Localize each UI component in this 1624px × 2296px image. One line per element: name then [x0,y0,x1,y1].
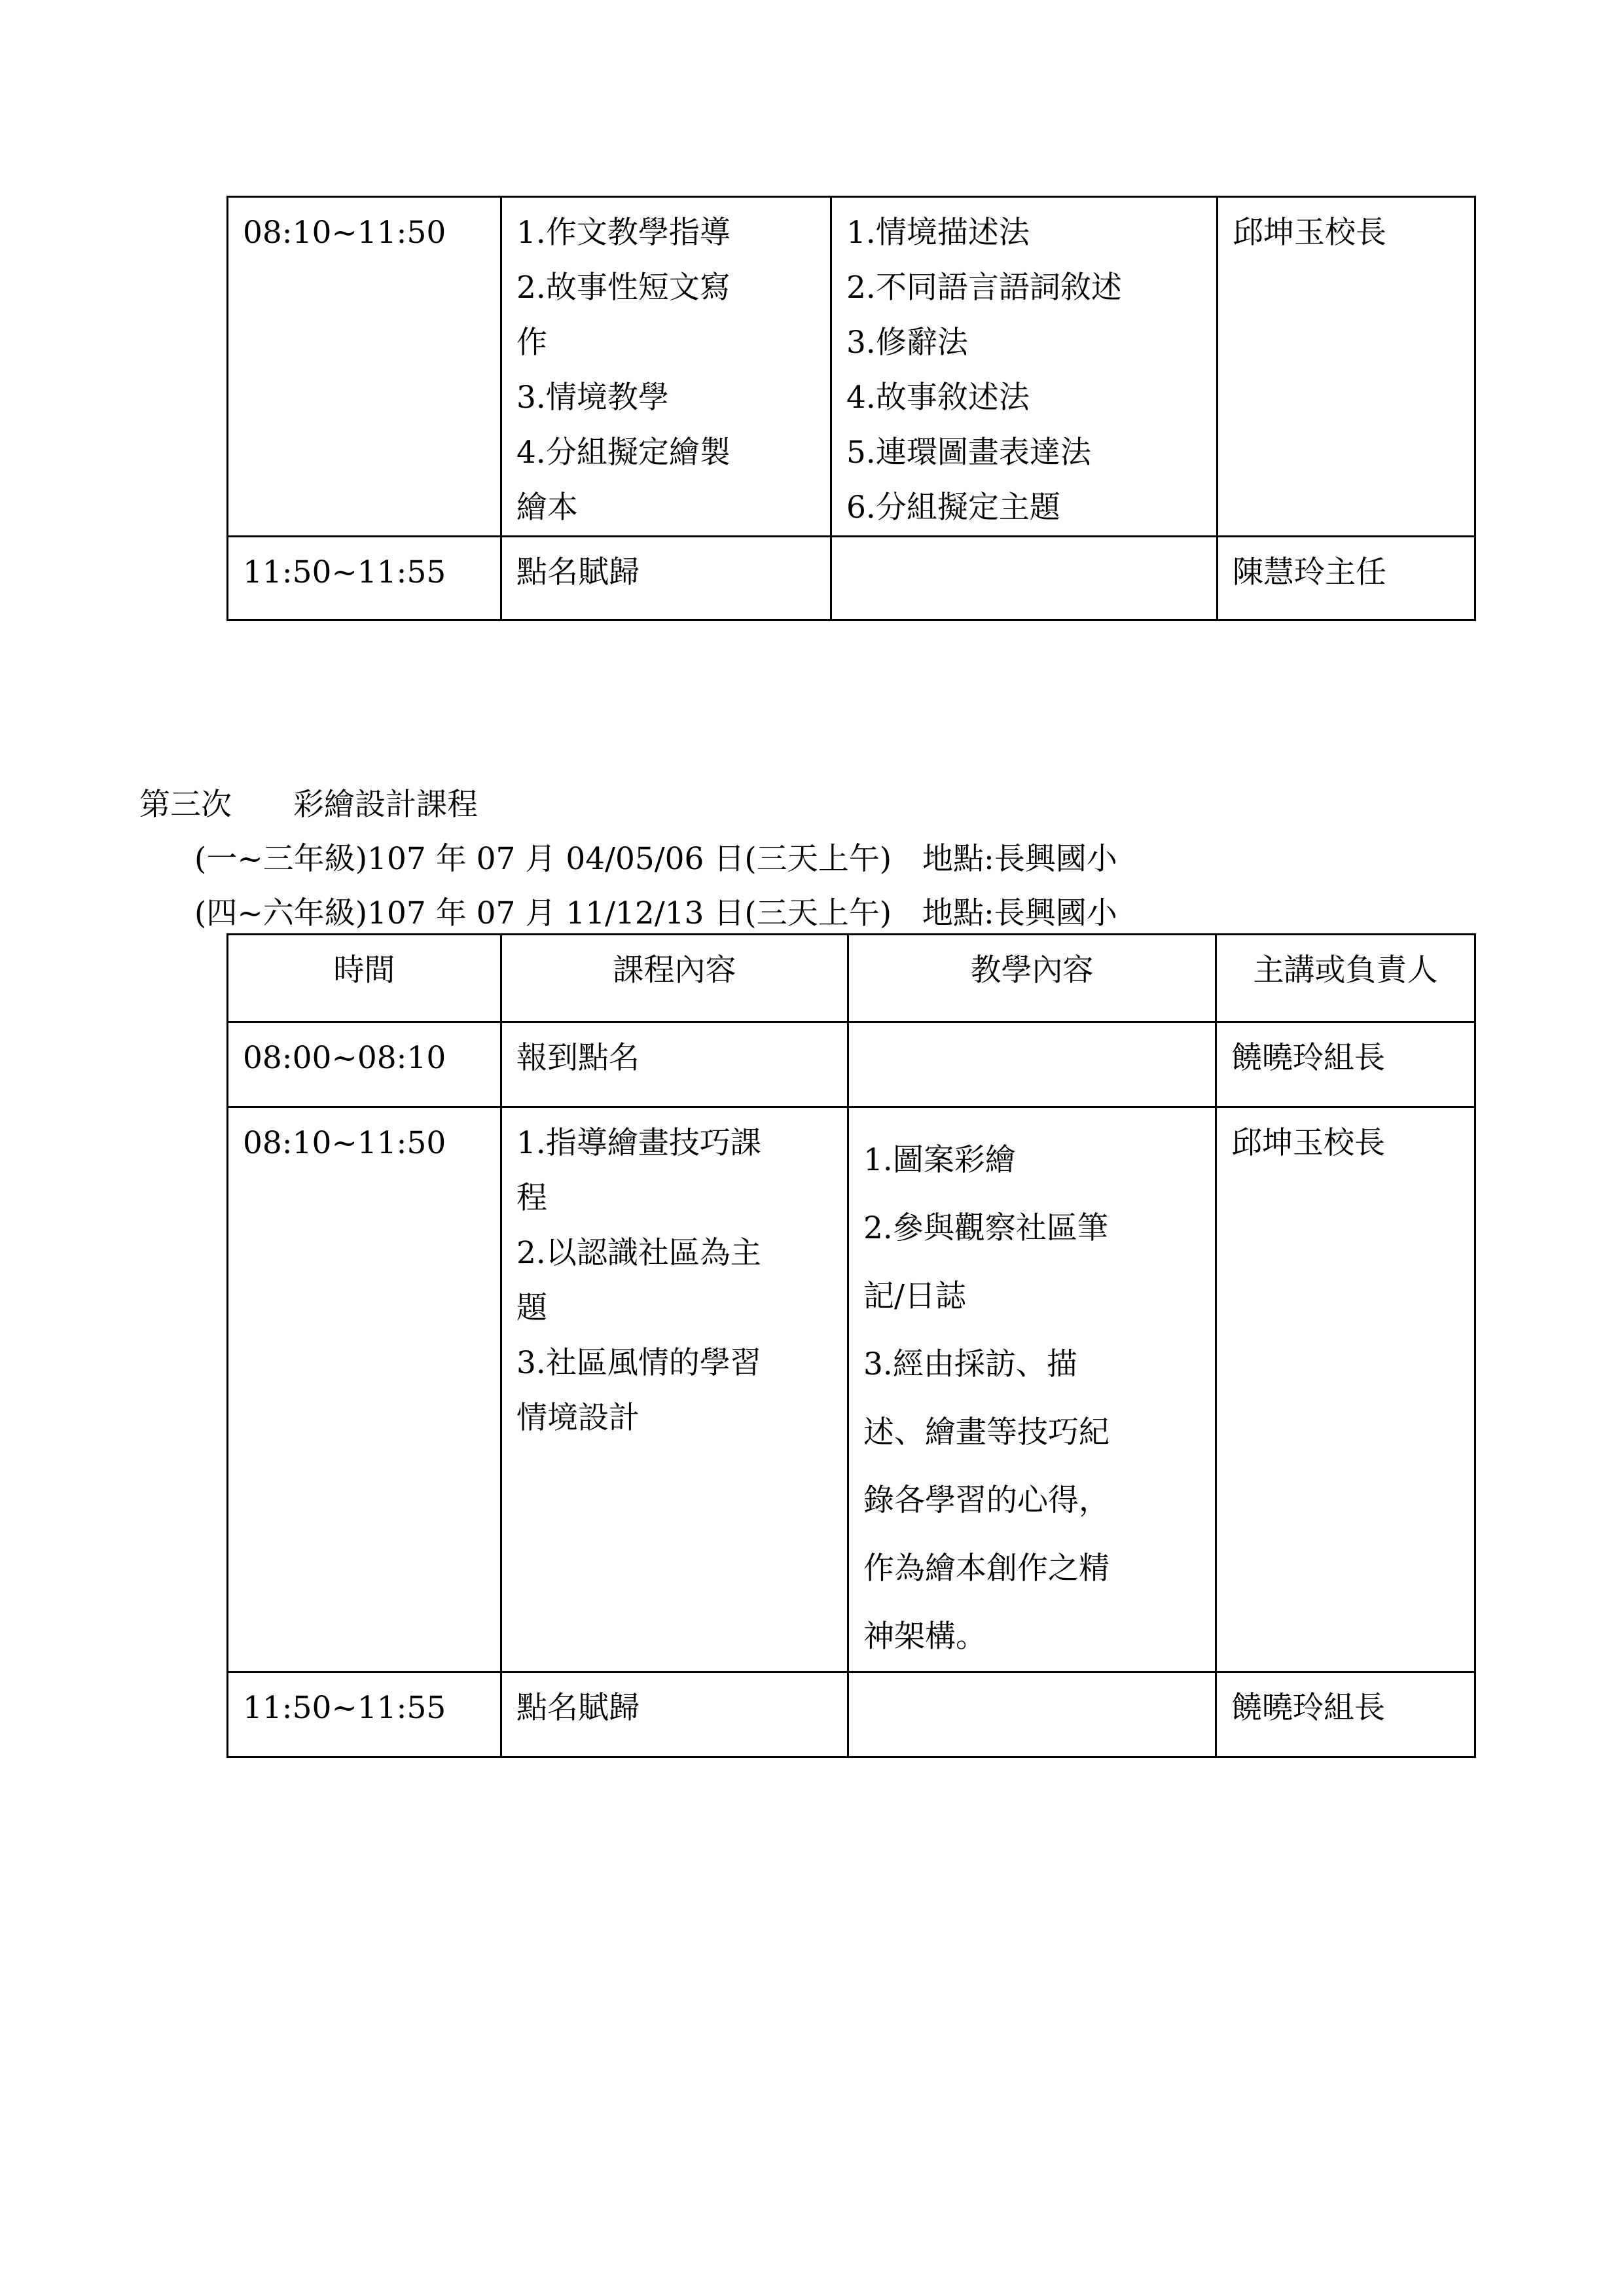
table-row [228,1672,1475,1757]
time-cell: 08:10~11:50 [228,1107,501,1672]
section-title: 第三次 彩繪設計課程 [139,787,478,823]
table-row [228,1022,1475,1107]
course-cell: 1.指導繪畫技巧課 程 2.以認識社區為主 題 3.社區風情的學習 情境設計 [501,1107,848,1672]
header-time: 時間 [228,935,501,1022]
person-cell: 饒曉玲組長 [1216,1672,1475,1757]
header-person: 主講或負責人 [1216,935,1475,1022]
section-schedule-line-1: (一~三年級)107 年 07 月 04/05/06 日(三天上午) 地點:長興國小 [194,841,1117,877]
time-cell: 11:50~11:55 [228,537,501,620]
teaching-cell: 1.情境描述法 2.不同語言語詞敘述 3.修辭法 4.故事敘述法 5.連環圖畫表達法 6.分組擬定主題 [831,197,1218,537]
teaching-cell: 1.圖案彩繪 2.參與觀察社區筆 記/日誌 3.經由採訪、描 述、繪畫等技巧紀 錄各學習的心得， 作為繪本創作之精 神架構。 [848,1107,1216,1672]
table-row [228,1107,1475,1672]
person-cell: 饒曉玲組長 [1216,1022,1475,1107]
header-teaching: 教學內容 [848,935,1216,1022]
teaching-cell [848,1672,1216,1757]
teaching-cell [848,1022,1216,1107]
schedule-table-continued [226,196,1476,621]
time-cell: 08:10~11:50 [228,197,501,537]
table-header-row [228,935,1475,1022]
header-course: 課程內容 [501,935,848,1022]
person-cell: 邱坤玉校長 [1218,197,1475,537]
time-cell: 08:00~08:10 [228,1022,501,1107]
teaching-cell [831,537,1218,620]
person-cell: 陳慧玲主任 [1218,537,1475,620]
time-cell: 11:50~11:55 [228,1672,501,1757]
table-row [228,537,1475,620]
table-row [228,197,1475,537]
person-cell: 邱坤玉校長 [1216,1107,1475,1672]
course-cell: 1.作文教學指導 2.故事性短文寫 作 3.情境教學 4.分組擬定繪製 繪本 [501,197,831,537]
schedule-table [226,933,1476,1758]
course-cell: 點名賦歸 [501,1672,848,1757]
section-schedule-line-2: (四~六年級)107 年 07 月 11/12/13 日(三天上午) 地點:長興國小 [194,895,1117,931]
course-cell: 點名賦歸 [501,537,831,620]
course-cell: 報到點名 [501,1022,848,1107]
